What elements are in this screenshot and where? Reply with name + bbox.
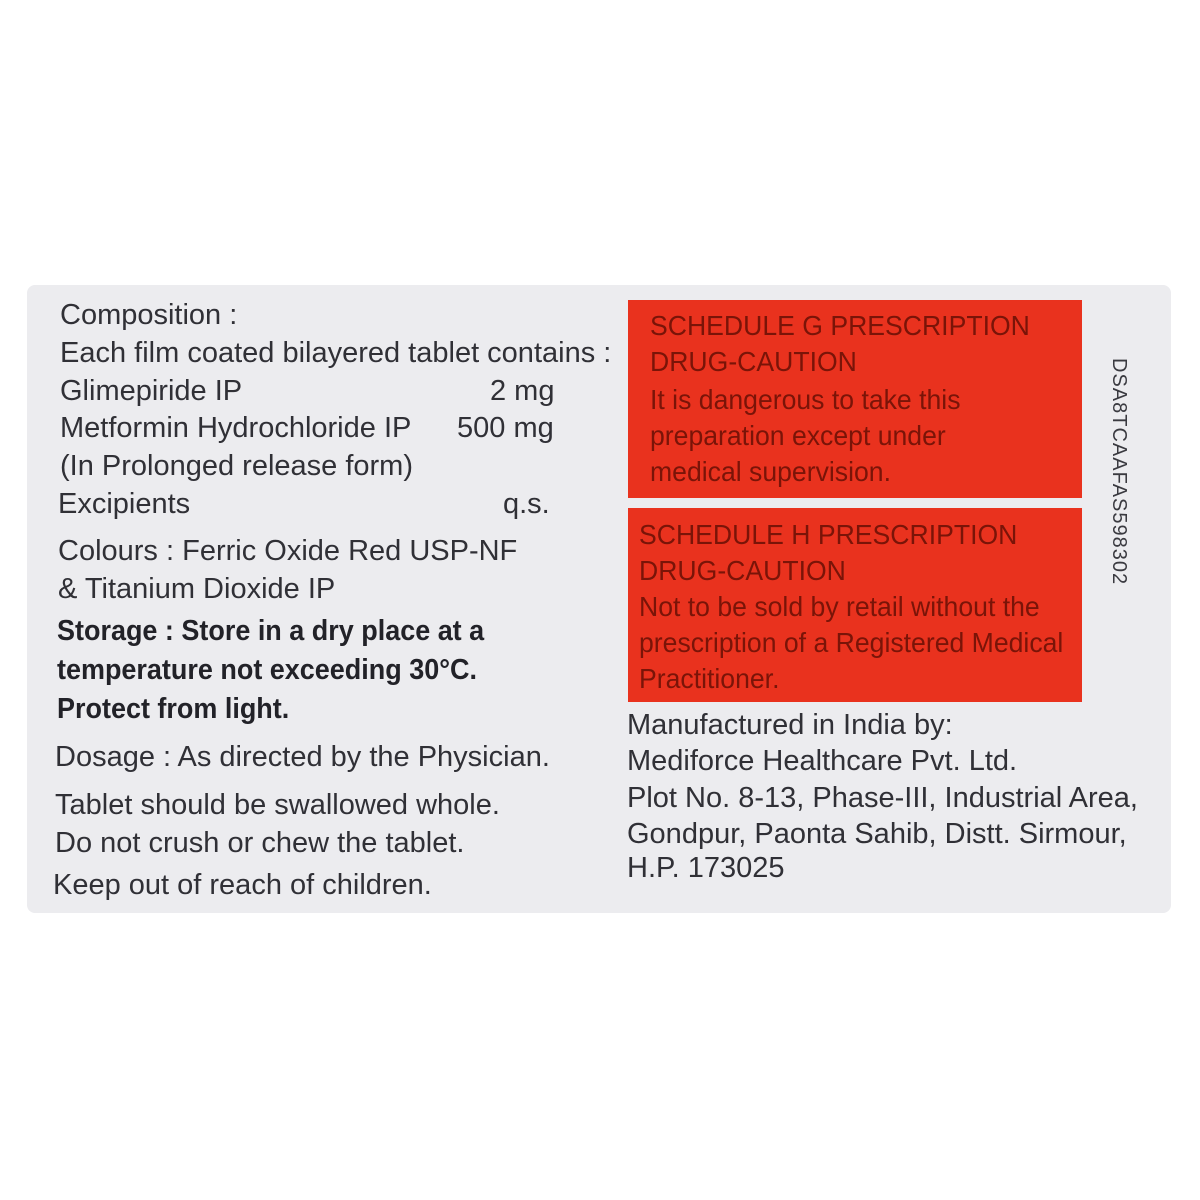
schedule-h-text: Practitioner. [639,663,780,694]
schedule-g-text: preparation except under [650,420,946,451]
manufacturer-address: Gondpur, Paonta Sahib, Distt. Sirmour, [627,818,1127,850]
schedule-g-title: SCHEDULE G PRESCRIPTION [650,310,1030,341]
ingredient-name: Metformin Hydrochloride IP [60,412,412,444]
schedule-g-text: medical supervision. [650,456,891,487]
ingredient-amount: 2 mg [490,375,555,407]
schedule-g-caution-box [628,300,1082,498]
instruction-line: Tablet should be swallowed whole. [55,789,500,821]
composition-intro: Each film coated bilayered tablet contains : [60,337,612,369]
schedule-h-text: Not to be sold by retail without the [639,591,1040,622]
schedule-h-text: prescription of a Registered Medical [639,627,1064,658]
storage-line: Storage : Store in a dry place at a [57,615,485,647]
ingredient-name: Glimepiride IP [60,375,243,407]
manufacturer-line: Manufactured in India by: [627,709,953,741]
instruction-line: Keep out of reach of children. [53,869,432,901]
composition-heading: Composition : [60,299,238,331]
storage-line: temperature not exceeding 30°C. [57,654,477,686]
schedule-h-title: SCHEDULE H PRESCRIPTION [639,519,1018,550]
release-note: (In Prolonged release form) [60,450,413,482]
instruction-line: Do not crush or chew the tablet. [55,827,465,859]
manufacturer-address: H.P. 173025 [627,852,785,884]
ingredient-amount: 500 mg [457,412,554,444]
schedule-g-title: DRUG-CAUTION [650,346,857,377]
excipients-name: Excipients [58,488,191,520]
colours-line: Colours : Ferric Oxide Red USP-NF [58,535,518,567]
excipients-amount: q.s. [503,488,550,520]
schedule-h-title: DRUG-CAUTION [639,555,846,586]
schedule-h-caution-box [628,508,1082,702]
schedule-g-text: It is dangerous to take this [650,384,961,415]
colours-line: & Titanium Dioxide IP [58,573,336,605]
manufacturer-name: Mediforce Healthcare Pvt. Ltd. [627,745,1018,777]
storage-line: Protect from light. [57,693,290,725]
batch-code: DSA8TCAAFAS598302 [1108,358,1130,586]
dosage-text: Dosage : As directed by the Physician. [55,741,550,773]
manufacturer-address: Plot No. 8-13, Phase-III, Industrial Area, [627,782,1138,814]
